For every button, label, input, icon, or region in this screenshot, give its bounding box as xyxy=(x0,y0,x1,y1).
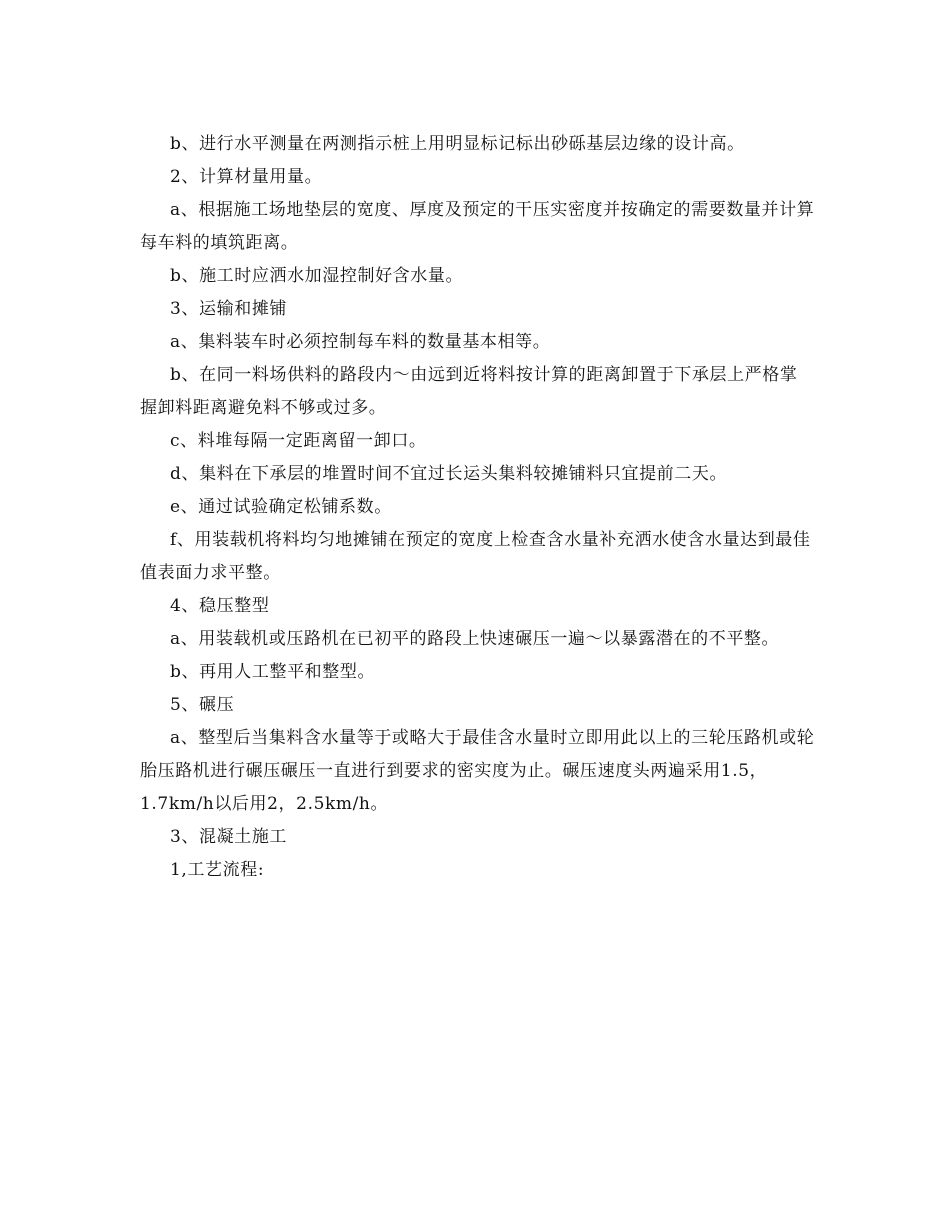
paragraph-11: f、用装载机将料均匀地摊铺在预定的宽度上检查含水量补充洒水使含水量达到最佳值表面力求平整。 xyxy=(140,530,811,583)
paragraph-17: 3、混凝土施工 xyxy=(170,827,288,847)
paragraph-2: 2、计算材量用量。 xyxy=(170,167,323,187)
document-body xyxy=(140,128,815,887)
paragraph-8: c、料堆每隔一定距离留一卸口。 xyxy=(170,431,427,451)
paragraph-15: 5、碾压 xyxy=(170,695,235,715)
paragraph-1: b、进行水平测量在两测指示桩上用明显标记标出砂砾基层边缘的设计高。 xyxy=(170,134,745,154)
paragraph-18: 1,工艺流程: xyxy=(170,860,265,880)
paragraph-4: b、施工时应洒水加湿控制好含水量。 xyxy=(170,266,464,286)
paragraph-6: a、集料装车时必须控制每车料的数量基本相等。 xyxy=(170,332,551,352)
paragraph-7: b、在同一料场供料的路段内～由远到近将料按计算的距离卸置于下承层上严格掌握卸料距离避免料不够或过多。 xyxy=(140,365,798,418)
paragraph-10: e、通过试验确定松铺系数。 xyxy=(170,497,392,517)
paragraph-12: 4、稳压整型 xyxy=(170,596,270,616)
paragraph-16: a、整型后当集料含水量等于或略大于最佳含水量时立即用此以上的三轮压路机或轮胎压路机进行碾压碾压一直进行到要求的密实度为止。碾压速度头两遍采用1.5，1.7km/h以后用2，2.5km/h。 xyxy=(140,728,815,814)
paragraph-3: a、根据施工场地垫层的宽度、厚度及预定的干压实密度并按确定的需要数量并计算每车料的填筑距离。 xyxy=(140,200,815,253)
paragraph-13: a、用装载机或压路机在已初平的路段上快速碾压一遍～以暴露潜在的不平整。 xyxy=(170,629,780,649)
paragraph-14: b、再用人工整平和整型。 xyxy=(170,662,376,682)
paragraph-5: 3、运输和摊铺 xyxy=(170,299,288,319)
paragraph-9: d、集料在下承层的堆置时间不宜过长运头集料较摊铺料只宜提前二天。 xyxy=(170,464,728,484)
